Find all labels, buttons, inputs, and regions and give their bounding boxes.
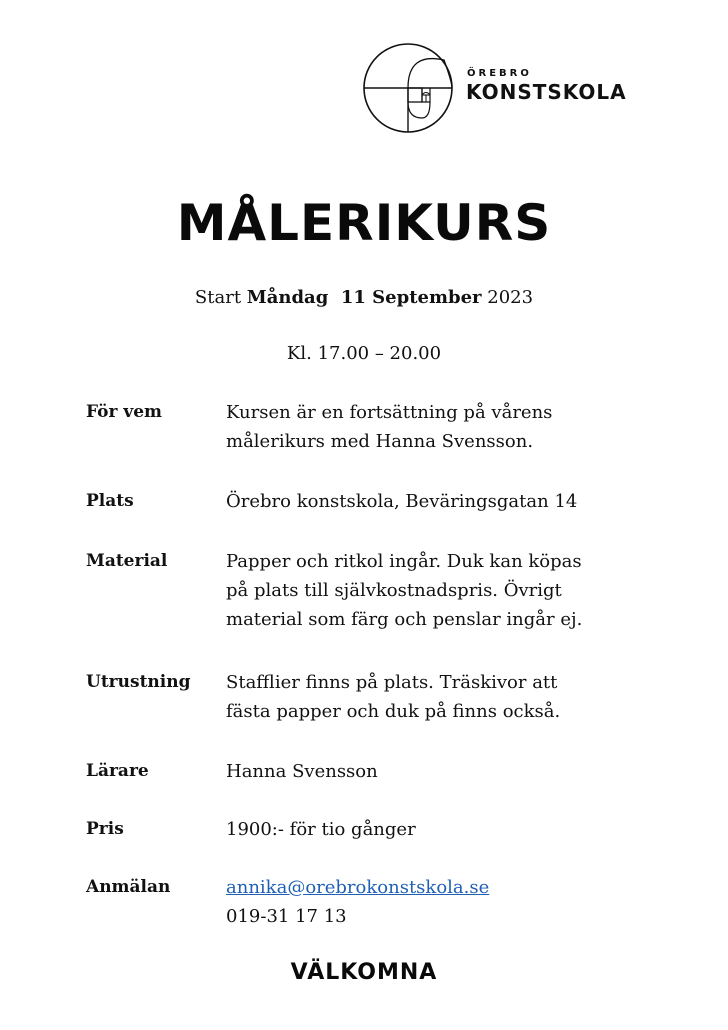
info-label: Utrustning: [86, 672, 191, 692]
info-line: 1900:- för tio gånger: [226, 819, 416, 840]
logo-city-text: ÖREBRO: [467, 68, 532, 79]
info-line: Stafflier finns på plats. Träskivor att: [226, 672, 558, 693]
start-prefix: Start: [194, 287, 242, 308]
info-value: [226, 757, 666, 786]
page-title: MÅLERIKURS: [176, 194, 552, 252]
logo-school-text: KONSTSKOLA: [466, 80, 627, 104]
info-line: fästa papper och duk på finns också.: [226, 701, 561, 722]
course-time: Kl. 17.00 – 20.00: [286, 343, 442, 364]
info-value: [226, 487, 666, 516]
info-value: [226, 815, 666, 844]
info-line: Papper och ritkol ingår. Duk kan köpas: [226, 551, 582, 572]
info-label: Plats: [86, 491, 134, 511]
start-day-date: Måndag 11 September: [246, 287, 482, 308]
info-line: Kursen är en fortsättning på vårens: [226, 402, 553, 423]
start-year: 2023: [487, 287, 534, 308]
registration-phone: 019-31 17 13: [226, 906, 347, 927]
info-value: [226, 547, 666, 634]
school-logo: [362, 42, 652, 134]
info-line: målerikurs med Hanna Svensson.: [226, 431, 534, 452]
info-line: på plats till självkostnadspris. Övrigt: [226, 580, 562, 601]
info-line: Örebro konstskola, Beväringsgatan 14: [226, 491, 578, 512]
registration-email-link[interactable]: annika@orebrokonstskola.se: [226, 877, 490, 898]
info-line: material som färg och penslar ingår ej.: [226, 609, 583, 630]
info-label: Anmälan: [86, 877, 171, 897]
info-value: [226, 873, 666, 931]
golden-spiral-logo-icon: [362, 42, 454, 134]
info-line: Hanna Svensson: [226, 761, 378, 782]
start-date: [0, 284, 728, 312]
info-label: Material: [86, 551, 168, 571]
info-label: Pris: [86, 819, 124, 839]
info-label: Lärare: [86, 761, 149, 781]
info-value: [226, 398, 666, 456]
welcome-text: VÄLKOMNA: [290, 960, 438, 985]
info-label: För vem: [86, 402, 163, 422]
info-value: [226, 668, 666, 726]
